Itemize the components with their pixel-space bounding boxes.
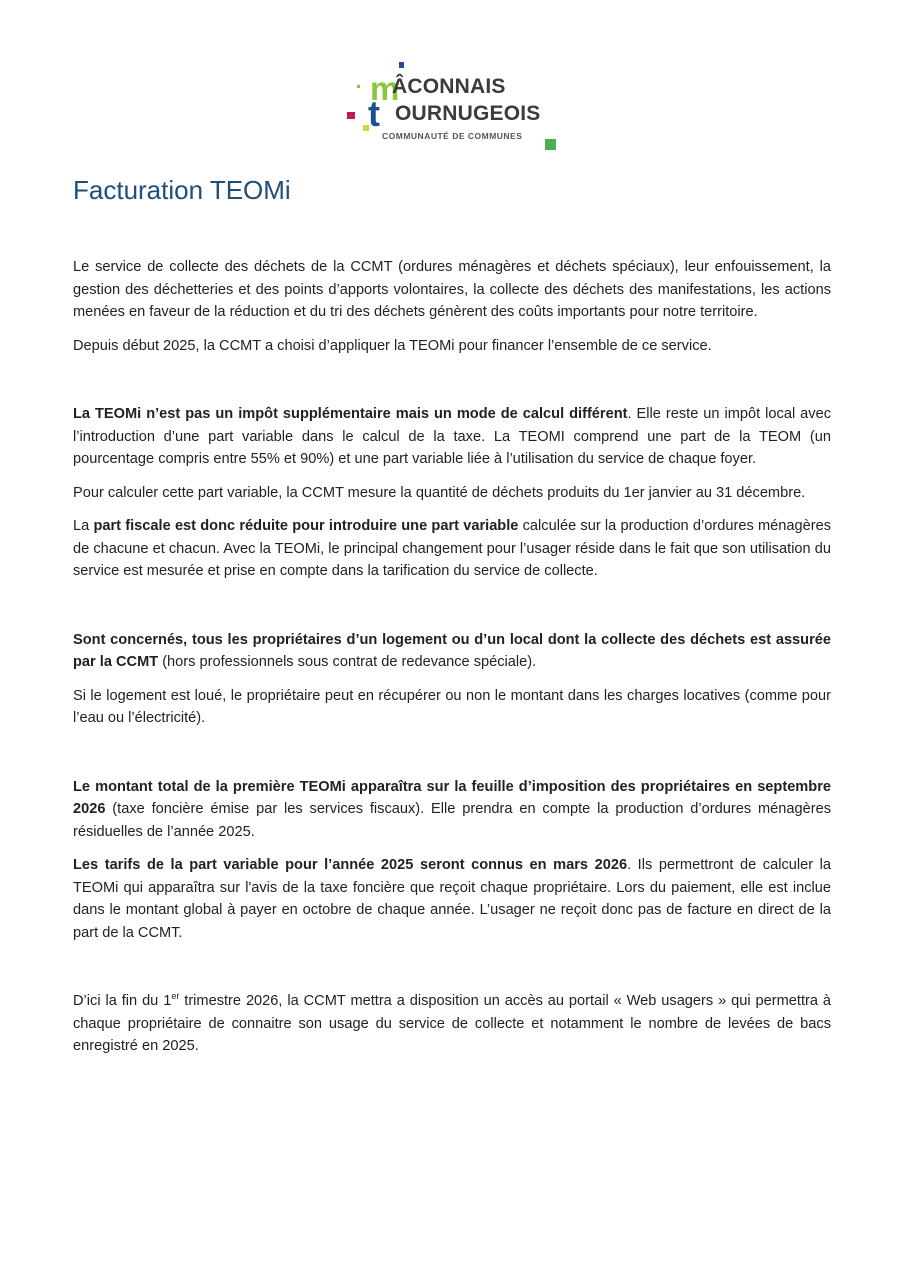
concerned-text-1: (hors professionnels sous contrat de redevance spéciale).	[158, 654, 537, 670]
logo-square-blue	[399, 62, 404, 68]
billing-paragraph-1	[73, 776, 831, 844]
definition-text-3a: La	[73, 518, 94, 534]
logo-letter-t: t	[368, 93, 380, 134]
billing-text-2: . Ils permettront de calculer la TEOMi qui apparaîtra sur l'avis de la taxe foncière que reçoit chaque propriétaire. Lors du paiement, elle est inclue dans le montant global à payer en octobre de chaque année. L’usager ne reçoit donc pas de facture en direct de la part de la CCMT.	[73, 857, 831, 941]
portal-superscript: er	[171, 991, 180, 1002]
concerned-paragraph-2: Si le logement est loué, le propriétaire peut en récupérer ou non le montant dans les charges locatives (comme pour l’eau ou l’électricité).	[73, 687, 831, 726]
intro-paragraph-2: Depuis début 2025, la CCMT a choisi d’appliquer la TEOMi pour financer l’ensemble de ce service.	[73, 337, 712, 354]
definition-highlight-3: part fiscale est donc réduite pour introduire une part variable	[93, 518, 519, 534]
page-title: Facturation TEOMi	[73, 175, 291, 205]
logo-word-maconnais-visible: ÂCONNAIS	[392, 75, 506, 98]
definition-paragraph-1	[73, 403, 831, 471]
definition-paragraph-3	[73, 515, 831, 583]
definition-text-1: . Elle reste un impôt local avec l’introduction d’une part variable dans le calcul de la taxe. La TEOMI comprend une part de la TEOM (un pourcentage compris entre 55% et 90%) et une part variable liée à l’utilisation du service de chaque foyer.	[73, 406, 832, 467]
portal-text-rest: trimestre 2026, la CCMT mettra a disposition un accès au portail « Web usagers » qui permettra à chaque propriétaire de connaitre son usage du service de collecte et notamment le nombre de levées de bacs enregistré en 2025.	[73, 993, 832, 1054]
definition-highlight-1: La TEOMi n’est pas un impôt supplémentaire mais un mode de calcul différent	[73, 406, 628, 422]
concerned-paragraph-1	[73, 629, 831, 674]
ccmt-logo	[340, 58, 570, 153]
logo-square-red	[347, 112, 355, 119]
logo-letter-m: m	[370, 70, 400, 107]
logo-dot-green	[357, 85, 360, 88]
billing-highlight-1: Le montant total de la première TEOMi apparaîtra sur la feuille d’imposition des propriétaires en septembre 2026	[73, 778, 831, 817]
document-body	[73, 256, 831, 1069]
definition-text-3b: calculée sur la production d’ordures ménagères de chacune et chacun. Avec la TEOMi, le principal changement pour l’usager réside dans le fait que son utilisation du service est mesurée et prise en compte dans la tarification du service de collecte.	[73, 518, 831, 579]
portal-paragraph	[73, 990, 831, 1058]
portal-text-start: D’ici la fin du 1	[73, 993, 172, 1009]
definition-paragraph-2: Pour calculer cette part variable, la CCMT mesure la quantité de déchets produits du 1er janvier au 31 décembre.	[73, 484, 806, 501]
logo-square-green	[545, 139, 556, 150]
billing-paragraph-2	[73, 854, 831, 944]
concerned-highlight: Sont concernés, tous les propriétaires d’un logement ou d’un local dont la collecte des déchets est assurée par la CCMT	[73, 631, 831, 670]
intro-paragraph-1: Le service de collecte des déchets de la CCMT (ordures ménagères et déchets spéciaux), leur enfouissement, la gestion des déchetteries et des points d’apports volontaires, la collecte des déchets des manifestations, les actions menées en faveur de la réduction et du tri des déchets génèrent des coûts importants pour notre territoire.	[73, 259, 831, 320]
billing-highlight-2: Les tarifs de la part variable pour l’année 2025 seront connus en mars 2026	[73, 857, 628, 873]
billing-text-1: (taxe foncière émise par les services fiscaux). Elle prendra en compte la production d’ordures ménagères résiduelles de l’année 2025.	[73, 801, 831, 840]
logo-subtitle: COMMUNAUTÉ DE COMMUNES	[382, 131, 523, 141]
logo-word-tournugeois-visible: OURNUGEOIS	[395, 102, 541, 125]
